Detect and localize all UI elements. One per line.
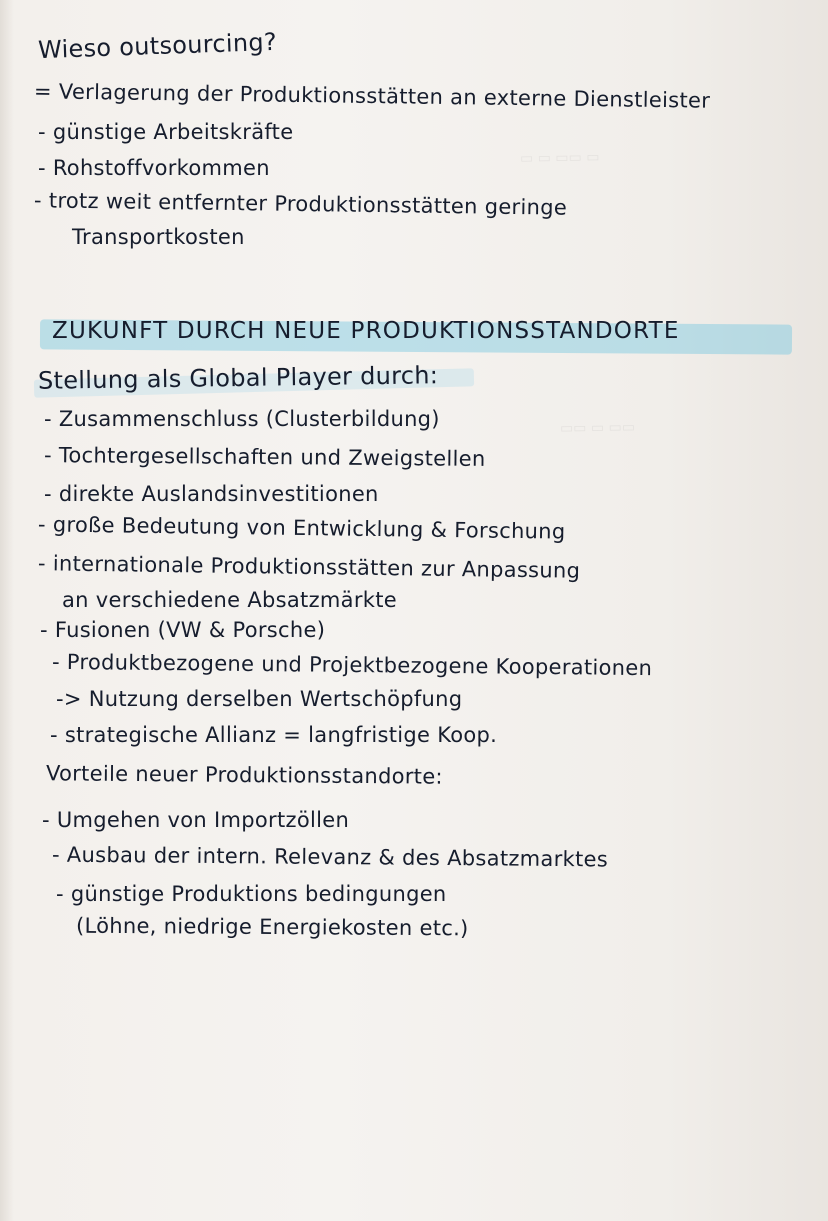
advantage-item: - günstige Produktions bedingungen (56, 882, 447, 906)
advantage-item-continued: (Löhne, niedrige Energiekosten etc.) (75, 913, 469, 941)
section-heading (40, 312, 792, 356)
list-item: - internationale Produktionsstätten zur Anpassung (37, 551, 581, 583)
list-item: - direkte Auslandsinvestitionen (44, 482, 379, 506)
note-title: Wieso outsourcing? (37, 27, 278, 65)
list-item: - strategische Allianz = langfristige Koop. (50, 723, 498, 747)
list-item-arrow: -> Nutzung derselben Wertschöpfung (56, 687, 463, 711)
advantage-item: - Umgehen von Importzöllen (42, 808, 350, 832)
definition-line: = Verlagerung der Produktionsstätten an externe Dienstleister (33, 79, 711, 113)
reason-item: - Rohstoffvorkommen (38, 156, 270, 180)
bleed-through-marks-2: ▭▭ ▭ ▭▭ (559, 419, 636, 437)
list-item: - Produktbezogene und Projektbezogene Kooperationen (51, 649, 653, 681)
reason-item-continued: Transportkosten (72, 225, 245, 249)
reason-item: - günstige Arbeitskräfte (38, 120, 294, 144)
heading-text: ZUKUNFT DURCH NEUE PRODUKTIONSSTANDORTE (52, 318, 680, 344)
advantages-label: Vorteile neuer Produktionsstandorte: (45, 761, 443, 789)
list-item: - große Bedeutung von Entwicklung & Forschung (37, 512, 566, 544)
list-item: - Tochtergesellschaften und Zweigstellen (43, 443, 486, 471)
bleed-through-marks: ▭ ▭ ▭▭ ▭ (519, 149, 600, 167)
reason-item: - trotz weit entfernter Produktionsstätten geringe (33, 188, 568, 220)
advantage-item: - Ausbau der intern. Relevanz & des Absatzmarktes (51, 842, 609, 872)
list-item-continued: an verschiedene Absatzmärkte (62, 588, 397, 612)
list-item: - Fusionen (VW & Porsche) (40, 618, 326, 642)
global-player-label: Stellung als Global Player durch: (37, 361, 439, 395)
list-item: - Zusammenschluss (Clusterbildung) (44, 407, 440, 431)
